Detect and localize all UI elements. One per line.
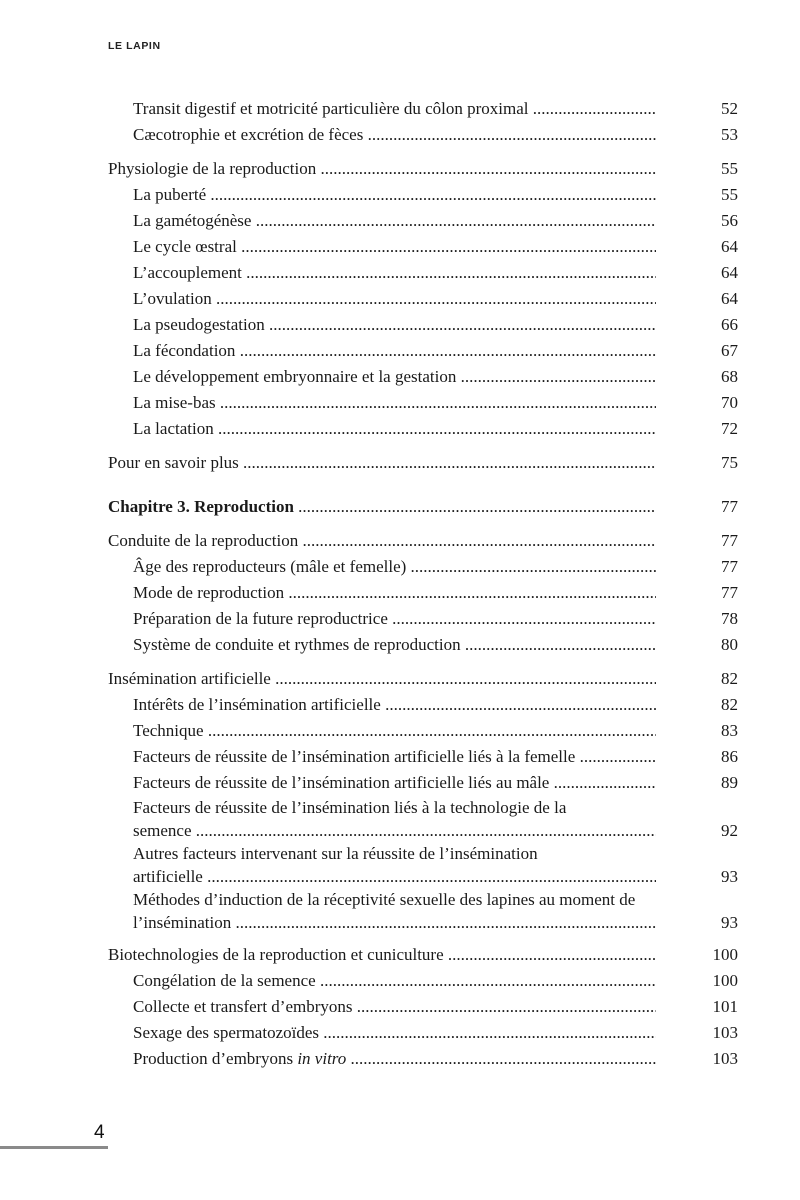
toc-entry-title: Âge des reproducteurs (mâle et femelle) .....: [133, 554, 656, 580]
toc-entry-title: Autres facteurs intervenant sur la réussite de l’insémination artificielle .....: [133, 842, 656, 888]
toc-entry-title: La gamétogénèse .....: [133, 208, 656, 234]
toc-entry-page: 68: [721, 367, 738, 386]
toc-entry[interactable]: [108, 1046, 738, 1072]
running-head: LE LAPIN: [108, 40, 161, 52]
toc-entry[interactable]: [108, 842, 738, 888]
toc-entry-title: Méthodes d’induction de la réceptivité sexuelle des lapines au moment de l’insémination .....: [133, 888, 656, 934]
toc-section-title: Pour en savoir plus .....: [108, 450, 656, 476]
toc-section-title: Insémination artificielle .....: [108, 666, 656, 692]
toc-section-page: 82: [721, 669, 738, 688]
toc-entry-page: 103: [712, 1023, 738, 1042]
toc-entry-page: 64: [721, 289, 738, 308]
toc-entry[interactable]: [108, 796, 738, 842]
toc-entry-title: La lactation .....: [133, 416, 656, 442]
toc-entry-page: 100: [712, 971, 738, 990]
toc-entry-title: Congélation de la semence .....: [133, 968, 656, 994]
toc-entry[interactable]: [108, 234, 738, 260]
toc-entry[interactable]: [108, 632, 738, 658]
toc-entry[interactable]: [108, 416, 738, 442]
toc-entry-page: 103: [712, 1049, 738, 1068]
toc-entry-page: 66: [721, 315, 738, 334]
toc-entry-title: Facteurs de réussite de l’insémination artificielle liés au mâle .....: [133, 770, 656, 796]
toc-entry[interactable]: [108, 888, 738, 934]
toc-entry-page: 52: [721, 99, 738, 118]
toc-entry[interactable]: [108, 208, 738, 234]
toc-section-page: 75: [721, 453, 738, 472]
toc-entry[interactable]: [108, 606, 738, 632]
page-number: 4: [94, 1122, 105, 1143]
toc-section[interactable]: [108, 450, 738, 476]
toc-chapter[interactable]: [108, 494, 738, 520]
toc-entry-title: Technique .....: [133, 718, 656, 744]
toc-entry-page: 80: [721, 635, 738, 654]
toc-entry-title: Cæcotrophie et excrétion de fèces .....: [133, 122, 656, 148]
toc-entry-title: La fécondation .....: [133, 338, 656, 364]
toc-entry-page: 67: [721, 341, 738, 360]
toc-entry-page: 83: [721, 721, 738, 740]
toc-entry-page: 55: [721, 185, 738, 204]
toc-entry-page: 93: [721, 867, 738, 886]
toc-section-page: 77: [721, 531, 738, 550]
toc-section[interactable]: [108, 528, 738, 554]
toc-section[interactable]: [108, 666, 738, 692]
toc-entry-title: Transit digestif et motricité particulière du côlon proximal .....: [133, 96, 656, 122]
toc-entry[interactable]: [108, 1020, 738, 1046]
toc-entry-title: Collecte et transfert d’embryons .....: [133, 994, 656, 1020]
toc-entry-title: Le développement embryonnaire et la gestation .....: [133, 364, 656, 390]
toc-entry[interactable]: [108, 968, 738, 994]
toc-entry-title: Système de conduite et rythmes de reproduction .....: [133, 632, 656, 658]
toc-entry-page: 82: [721, 695, 738, 714]
toc-entry-page: 92: [721, 821, 738, 840]
folio-rule: [0, 1146, 108, 1149]
toc-entry-title: Préparation de la future reproductrice .....: [133, 606, 656, 632]
toc-entry-title: Facteurs de réussite de l’insémination artificielle liés à la femelle .....: [133, 744, 656, 770]
toc-entry-title: Mode de reproduction .....: [133, 580, 656, 606]
toc-entry-title: La pseudogestation .....: [133, 312, 656, 338]
toc-entry-title: La puberté .....: [133, 182, 656, 208]
toc-entry[interactable]: [108, 580, 738, 606]
toc-entry-page: 86: [721, 747, 738, 766]
toc-entry[interactable]: [108, 390, 738, 416]
toc-entry-page: 93: [721, 913, 738, 932]
toc-entry-title: Intérêts de l’insémination artificielle .....: [133, 692, 656, 718]
toc-section-page: 55: [721, 159, 738, 178]
toc-entry[interactable]: [108, 770, 738, 796]
toc-entry-page: 77: [721, 583, 738, 602]
toc-entry[interactable]: [108, 286, 738, 312]
toc-entry-page: 101: [712, 997, 738, 1016]
toc-entry-page: 72: [721, 419, 738, 438]
toc-entry-page: 64: [721, 237, 738, 256]
toc-entry[interactable]: [108, 554, 738, 580]
toc-entry-title: L’ovulation .....: [133, 286, 656, 312]
toc-entry-title: Sexage des spermatozoïdes .....: [133, 1020, 656, 1046]
toc-section-title: Conduite de la reproduction .....: [108, 528, 656, 554]
toc-entry[interactable]: [108, 96, 738, 122]
toc-section-page: 100: [712, 945, 738, 964]
toc-entry-page: 53: [721, 125, 738, 144]
toc-section-title: Biotechnologies de la reproduction et cuniculture .....: [108, 942, 656, 968]
toc-entry[interactable]: [108, 994, 738, 1020]
toc-entry-title: Le cycle œstral .....: [133, 234, 656, 260]
toc-entry[interactable]: [108, 260, 738, 286]
toc-section-title: Physiologie de la reproduction .....: [108, 156, 656, 182]
toc-section[interactable]: [108, 942, 738, 968]
toc-entry[interactable]: [108, 338, 738, 364]
toc-entry-page: 89: [721, 773, 738, 792]
toc-entry[interactable]: [108, 122, 738, 148]
toc-entry-page: 64: [721, 263, 738, 282]
toc-entry-page: 78: [721, 609, 738, 628]
toc-entry-title: Facteurs de réussite de l’insémination liés à la technologie de la semence .....: [133, 796, 656, 842]
toc-entry[interactable]: [108, 744, 738, 770]
toc-chapter-page: 77: [721, 497, 738, 516]
toc-entry[interactable]: [108, 182, 738, 208]
table-of-contents: [108, 96, 738, 1072]
toc-entry-page: 70: [721, 393, 738, 412]
toc-entry-title: La mise-bas .....: [133, 390, 656, 416]
toc-entry[interactable]: [108, 718, 738, 744]
toc-entry-title: Production d’embryons in vitro .....: [133, 1046, 656, 1072]
toc-entry-page: 56: [721, 211, 738, 230]
toc-chapter-title: Chapitre 3. Reproduction: [108, 497, 294, 516]
toc-entry-title: L’accouplement .....: [133, 260, 656, 286]
toc-entry[interactable]: [108, 312, 738, 338]
toc-section[interactable]: [108, 156, 738, 182]
toc-entry[interactable]: [108, 692, 738, 718]
toc-entry[interactable]: [108, 364, 738, 390]
toc-entry-page: 77: [721, 557, 738, 576]
